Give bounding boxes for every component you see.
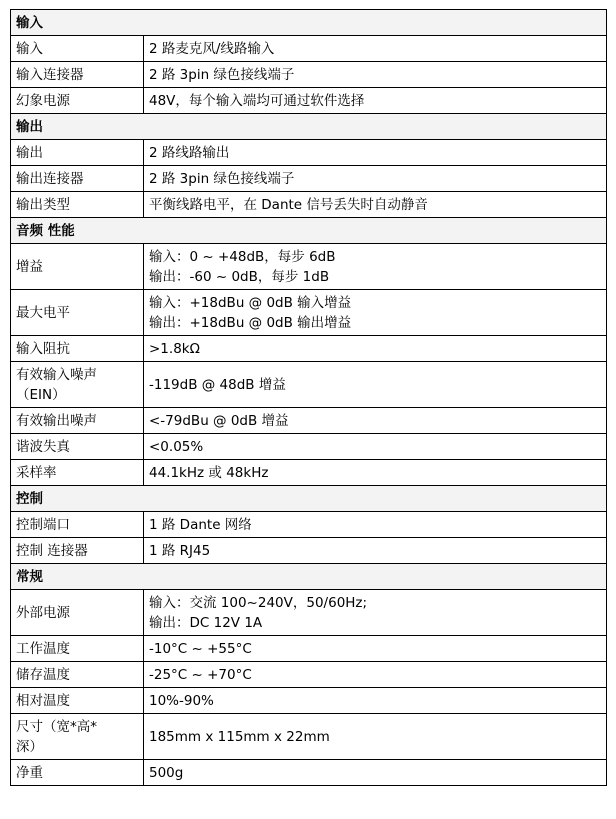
spec-row bbox=[11, 192, 607, 218]
spec-label: 最大电平 bbox=[11, 290, 144, 336]
spec-value: 平衡线路电平，在 Dante 信号丢失时自动静音 bbox=[144, 192, 607, 218]
spec-row bbox=[11, 590, 607, 636]
spec-value: 44.1kHz 或 48kHz bbox=[144, 460, 607, 486]
spec-value: 500g bbox=[144, 760, 607, 786]
spec-row bbox=[11, 362, 607, 408]
spec-label: 净重 bbox=[11, 760, 144, 786]
spec-row bbox=[11, 512, 607, 538]
section-title: 常规 bbox=[11, 564, 607, 590]
spec-label: 外部电源 bbox=[11, 590, 144, 636]
section-header-row bbox=[11, 564, 607, 590]
spec-table bbox=[10, 9, 607, 786]
section-header-row bbox=[11, 218, 607, 244]
spec-value: 输入：0 ~ +48dB，每步 6dB 输出：-60 ~ 0dB，每步 1dB bbox=[144, 244, 607, 290]
spec-value: 1 路 Dante 网络 bbox=[144, 512, 607, 538]
spec-label: 幻象电源 bbox=[11, 88, 144, 114]
spec-row bbox=[11, 140, 607, 166]
spec-row bbox=[11, 538, 607, 564]
spec-label: 控制端口 bbox=[11, 512, 144, 538]
spec-value: >1.8kΩ bbox=[144, 336, 607, 362]
spec-label: 输出连接器 bbox=[11, 166, 144, 192]
spec-row bbox=[11, 636, 607, 662]
spec-value: 10%-90% bbox=[144, 688, 607, 714]
spec-label: 工作温度 bbox=[11, 636, 144, 662]
section-title: 输出 bbox=[11, 114, 607, 140]
spec-value: 1 路 RJ45 bbox=[144, 538, 607, 564]
spec-value: 48V，每个输入端均可通过软件选择 bbox=[144, 88, 607, 114]
spec-value: <0.05% bbox=[144, 434, 607, 460]
spec-label: 输入连接器 bbox=[11, 62, 144, 88]
spec-label: 输入阻抗 bbox=[11, 336, 144, 362]
spec-value: -119dB @ 48dB 增益 bbox=[144, 362, 607, 408]
spec-value: -10°C ~ +55°C bbox=[144, 636, 607, 662]
spec-label: 输出 bbox=[11, 140, 144, 166]
spec-row bbox=[11, 166, 607, 192]
spec-label: 增益 bbox=[11, 244, 144, 290]
spec-value: <-79dBu @ 0dB 增益 bbox=[144, 408, 607, 434]
section-header-row bbox=[11, 114, 607, 140]
section-title: 音频 性能 bbox=[11, 218, 607, 244]
spec-label: 输出类型 bbox=[11, 192, 144, 218]
section-title: 控制 bbox=[11, 486, 607, 512]
spec-label: 有效输入噪声 （EIN） bbox=[11, 362, 144, 408]
spec-value: 2 路 3pin 绿色接线端子 bbox=[144, 62, 607, 88]
spec-label: 有效输出噪声 bbox=[11, 408, 144, 434]
spec-row bbox=[11, 434, 607, 460]
spec-value: 2 路线路输出 bbox=[144, 140, 607, 166]
section-title: 输入 bbox=[11, 10, 607, 36]
spec-row bbox=[11, 290, 607, 336]
spec-label: 采样率 bbox=[11, 460, 144, 486]
spec-row bbox=[11, 88, 607, 114]
spec-label: 谐波失真 bbox=[11, 434, 144, 460]
spec-row bbox=[11, 244, 607, 290]
section-header-row bbox=[11, 10, 607, 36]
spec-row bbox=[11, 760, 607, 786]
spec-row bbox=[11, 688, 607, 714]
spec-label: 相对温度 bbox=[11, 688, 144, 714]
spec-value: -25°C ~ +70°C bbox=[144, 662, 607, 688]
spec-value: 输入：+18dBu @ 0dB 输入增益 输出：+18dBu @ 0dB 输出增益 bbox=[144, 290, 607, 336]
spec-value: 2 路 3pin 绿色接线端子 bbox=[144, 166, 607, 192]
spec-label: 控制 连接器 bbox=[11, 538, 144, 564]
spec-label: 储存温度 bbox=[11, 662, 144, 688]
spec-row bbox=[11, 36, 607, 62]
spec-row bbox=[11, 460, 607, 486]
spec-value: 2 路麦克风/线路输入 bbox=[144, 36, 607, 62]
spec-row bbox=[11, 662, 607, 688]
spec-label: 输入 bbox=[11, 36, 144, 62]
spec-value: 185mm x 115mm x 22mm bbox=[144, 714, 607, 760]
section-header-row bbox=[11, 486, 607, 512]
spec-row bbox=[11, 62, 607, 88]
spec-label: 尺寸（宽*高* 深） bbox=[11, 714, 144, 760]
spec-table-body bbox=[11, 10, 607, 786]
spec-row bbox=[11, 336, 607, 362]
spec-row bbox=[11, 714, 607, 760]
spec-row bbox=[11, 408, 607, 434]
spec-value: 输入：交流 100~240V，50/60Hz; 输出：DC 12V 1A bbox=[144, 590, 607, 636]
